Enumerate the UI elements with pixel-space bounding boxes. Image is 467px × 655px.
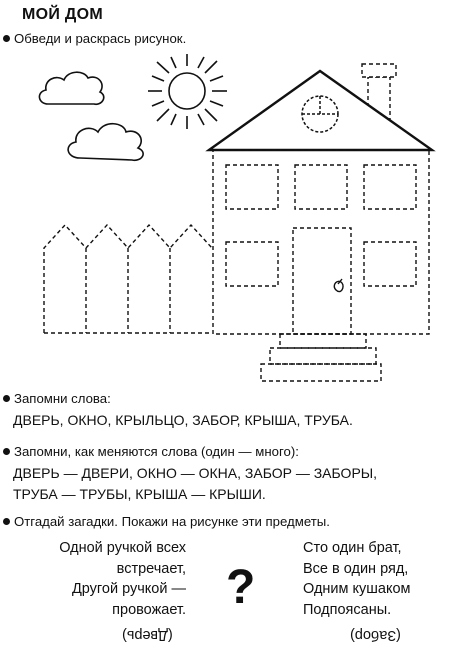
riddle-1-answer [122,627,173,643]
task-4-label: Отгадай загадки. Покажи на рисунке эти предметы. [14,514,330,529]
task-4 [3,514,330,529]
cloud-icon [39,72,103,104]
bullet-icon [3,518,10,525]
riddle-1-line: провожает. [112,601,186,618]
riddle-1-line: Одной ручкой всех [59,540,186,556]
chimney-cap [362,64,396,77]
riddle-2-line: Сто один брат, [303,540,402,556]
house-walls [213,150,429,334]
riddle-2-answer [350,627,401,643]
riddle-2-line: Одним кушаком [303,581,411,597]
bullet-icon [3,395,10,402]
task-3-line-1: ДВЕРЬ — ДВЕРИ, ОКНО — ОКНА, ЗАБОР — ЗАБОРЫ, [13,465,378,481]
cloud-icon [68,124,143,161]
roof [209,71,432,150]
task-2-label: Запомни слова: [14,391,111,406]
question-mark-icon: ? [226,561,256,614]
task-3 [3,444,299,459]
task-3-label: Запомни, как меняются слова (один — много): [14,444,299,459]
riddle-2-line: Подпоясаны. [303,601,392,618]
riddle-2 [303,538,411,620]
riddle-1-answer-text: (Дверь) [122,627,173,643]
riddle-2-line: Все в один ряд, [303,560,409,577]
windows [226,165,416,286]
bullet-icon [3,448,10,455]
task-2 [3,391,111,406]
riddle-1-line: встречает, [116,560,186,577]
door [293,228,351,334]
porch-steps [261,334,381,381]
task-2-words: ДВЕРЬ, ОКНО, КРЫЛЬЦО, ЗАБОР, КРЫША, ТРУБА. [13,412,353,428]
task-3-line-2: ТРУБА — ТРУБЫ, КРЫША — КРЫШИ. [13,486,266,502]
fence [44,225,212,333]
page-title: МОЙ ДОМ [22,6,103,23]
riddle-1 [18,538,186,620]
sun-icon [148,54,227,129]
riddle-1-line: Другой ручкой — [71,581,186,597]
task-1-text: Обведи и раскрась рисунок. [14,31,187,46]
riddle-2-answer-text: (Забор) [350,627,401,643]
